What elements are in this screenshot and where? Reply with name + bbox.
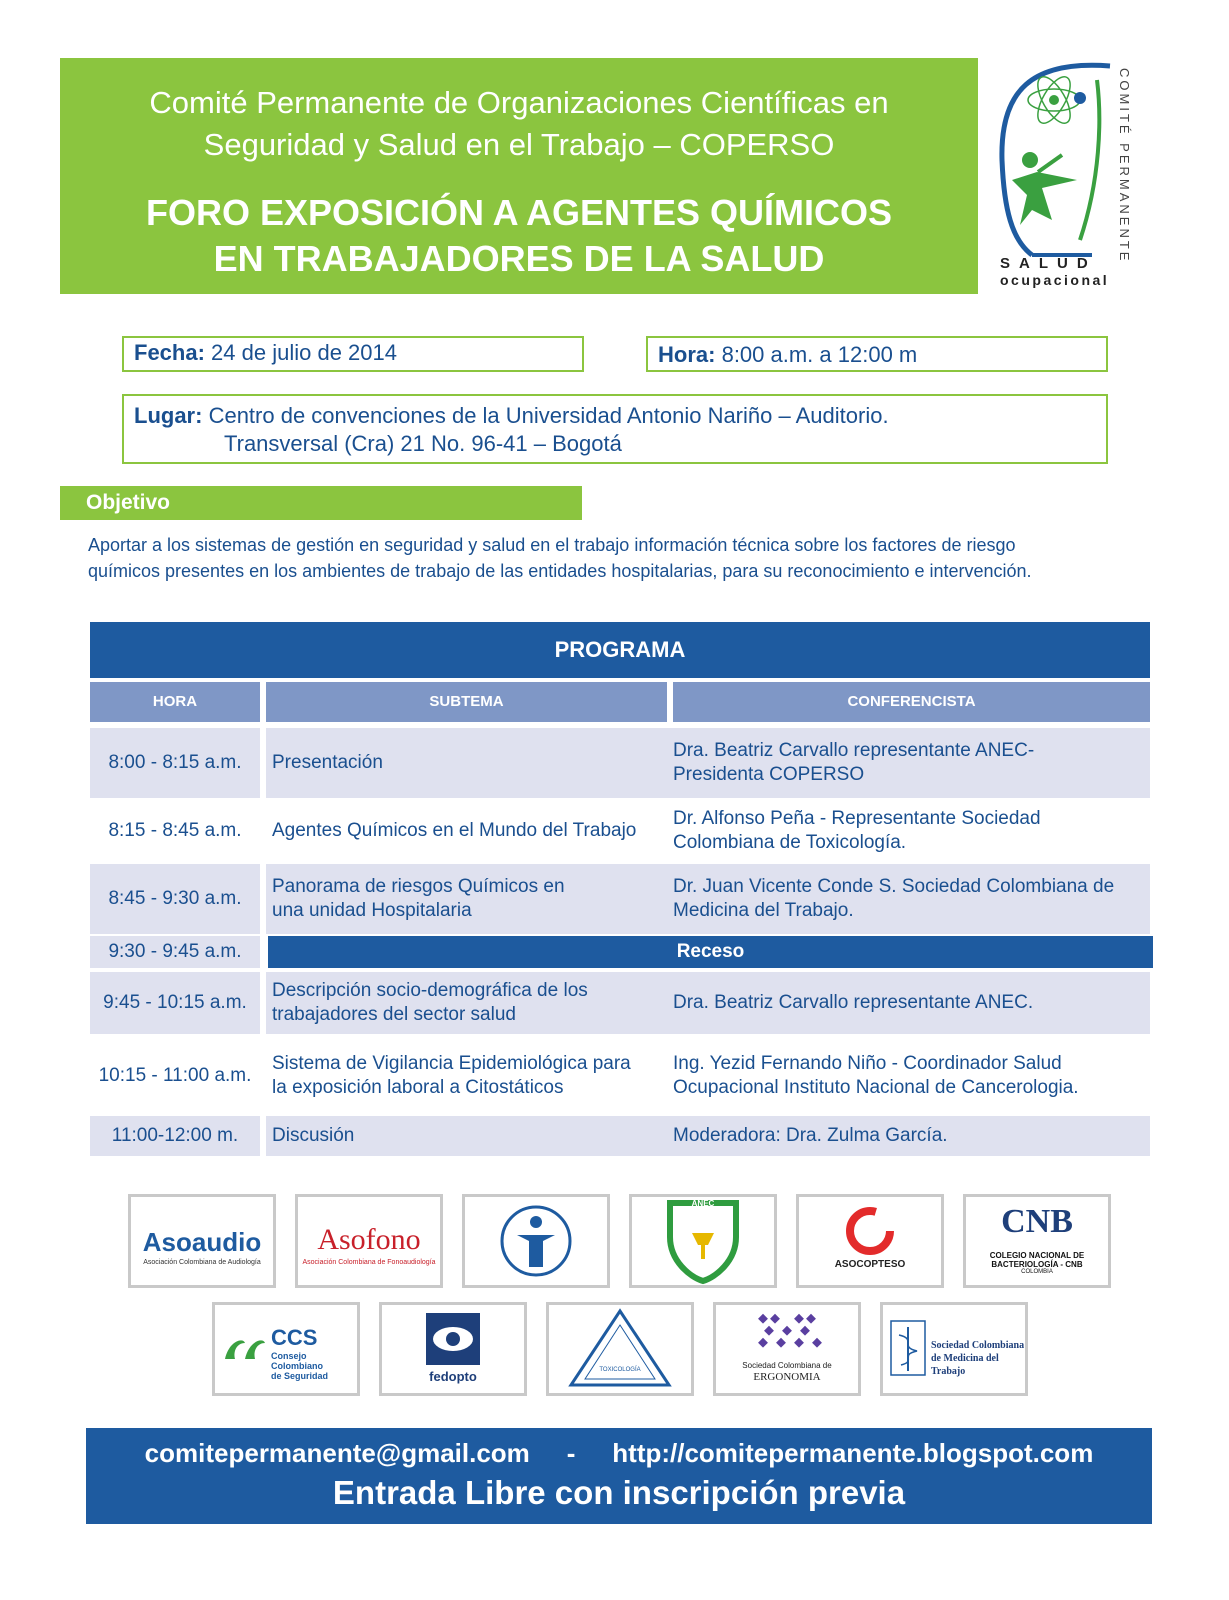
row-6-subtema: Sistema de Vigilancia Epidemiológica para la exposición laboral a Citostáticos <box>272 1053 631 1098</box>
sponsor-cnb: CNB COLEGIO NACIONAL DE BACTERIOLOGÍA - CNB COLOMBIA <box>963 1194 1111 1288</box>
lugar-label: Lugar: <box>134 403 203 428</box>
row-7-subtema: Discusión <box>266 1116 667 1156</box>
lugar-box <box>122 394 1108 464</box>
row-3-hora: 8:45 - 9:30 a.m. <box>90 864 260 934</box>
sponsor-asocopteso: ASOCOPTESO <box>796 1194 944 1288</box>
lugar-line1: Centro de convenciones de la Universidad Antonio Nariño – Auditorio. <box>208 403 889 428</box>
sponsor-ergonomia: Sociedad Colombiana de ERGONOMIA <box>713 1302 861 1396</box>
sponsor-asofono: Asofono Asociación Colombiana de Fonoaudiología <box>295 1194 443 1288</box>
column-header-hora: HORA <box>90 682 260 722</box>
contact-separator: - <box>566 1438 576 1468</box>
organization-name: Comité Permanente de Organizaciones Científicas en Seguridad y Salud en el Trabajo – COPERSO <box>149 85 889 162</box>
row-2-hora: 8:15 - 8:45 a.m. <box>108 820 242 841</box>
row-3-conferencista: Dr. Juan Vicente Conde S. Sociedad Colombiana de Medicina del Trabajo. <box>667 864 1150 934</box>
toxicologia-triangle-icon <box>549 1305 691 1393</box>
lugar-line2: Transversal (Cra) 21 No. 96-41 – Bogotá <box>224 431 622 456</box>
row-3-subtema: Panorama de riesgos Químicos en una unidad Hospitalaria <box>266 864 667 934</box>
contact-url[interactable]: http://comitepermanente.blogspot.com <box>612 1438 1094 1468</box>
logo-vertical-text: COMITÉ PERMANENTE <box>1117 68 1132 264</box>
header-banner <box>60 58 978 294</box>
row-6-conferencista: Ing. Yezid Fernando Niño - Coordinador Salud Ocupacional Instituto Nacional de Cancerologia. <box>673 1053 1079 1098</box>
sponsor-medicina-trabajo: Sociedad Colombiana de Medicina del Trabajo <box>880 1302 1028 1396</box>
logo-word-salud: SALUD <box>1000 255 1097 272</box>
row-5-hora: 9:45 - 10:15 a.m. <box>90 972 260 1034</box>
row-5-conferencista: Dra. Beatriz Carvallo representante ANEC. <box>667 972 1150 1034</box>
footer-banner <box>86 1428 1152 1524</box>
sponsor-seguridad-emblem <box>462 1194 610 1288</box>
hora-label: Hora: <box>658 342 716 367</box>
sponsor-fedopto: fedopto <box>379 1302 527 1396</box>
row-7-hora: 11:00-12:00 m. <box>90 1116 260 1156</box>
sponsor-asoaudio: Asoaudio Asociación Colombiana de Audiología <box>128 1194 276 1288</box>
fecha-value: 24 de julio de 2014 <box>211 340 397 365</box>
column-header-subtema: SUBTEMA <box>266 682 667 722</box>
emblem-icon <box>465 1197 607 1285</box>
row-1-hora: 8:00 - 8:15 a.m. <box>90 728 260 798</box>
contact-email[interactable]: comitepermanente@gmail.com <box>144 1438 530 1468</box>
column-header-conferencista: CONFERENCISTA <box>673 682 1150 722</box>
row-4-hora: 9:30 - 9:45 a.m. <box>90 936 260 968</box>
hora-value: 8:00 a.m. a 12:00 m <box>721 342 918 367</box>
row-5-subtema: Descripción socio-demográfica de los trabajadores del sector salud <box>266 972 667 1034</box>
receso-bar: Receso <box>268 936 1153 968</box>
programa-title: PROGRAMA <box>90 622 1150 678</box>
row-7-conferencista: Moderadora: Dra. Zulma García. <box>667 1116 1150 1156</box>
salud-ocupacional-logo <box>992 60 1140 292</box>
ccs-icon <box>221 1329 271 1369</box>
event-title: FORO EXPOSICIÓN A AGENTES QUÍMICOS EN TRABAJADORES DE LA SALUD <box>145 192 893 279</box>
objetivo-label: Objetivo <box>60 486 582 520</box>
row-1-conferencista: Dra. Beatriz Carvallo representante ANEC- Presidenta COPERSO <box>667 728 1150 798</box>
sponsor-toxicologia: TOXICOLOGÍA <box>546 1302 694 1396</box>
fecha-label: Fecha: <box>134 340 205 365</box>
contact-line <box>86 1438 1152 1469</box>
row-1-subtema: Presentación <box>266 728 667 798</box>
row-2-conferencista: Dr. Alfonso Peña - Representante Sociedad Colombiana de Toxicología. <box>673 808 1041 853</box>
caduceus-icon <box>889 1319 929 1379</box>
sponsor-ccs: CCS Consejo Colombiano de Seguridad <box>212 1302 360 1396</box>
entrada-libre: Entrada Libre con inscripción previa <box>332 1474 906 1511</box>
sponsor-anec: ANEC <box>629 1194 777 1288</box>
fecha-box <box>122 336 584 372</box>
asocopteso-icon <box>799 1197 941 1285</box>
objetivo-text: Aportar a los sistemas de gestión en seguridad y salud en el trabajo información técnica sobre los factores de riesgo químicos presentes en los ambientes de trabajo de las entidades hospitalarias, para su reconocimiento e intervención. <box>88 535 1032 581</box>
logo-word-ocupacional: ocupacional <box>1000 272 1110 288</box>
anec-shield-icon <box>632 1197 774 1285</box>
hora-box <box>646 336 1108 372</box>
row-2-subtema: Agentes Químicos en el Mundo del Trabajo <box>272 820 637 841</box>
row-6-hora: 10:15 - 11:00 a.m. <box>98 1065 252 1086</box>
